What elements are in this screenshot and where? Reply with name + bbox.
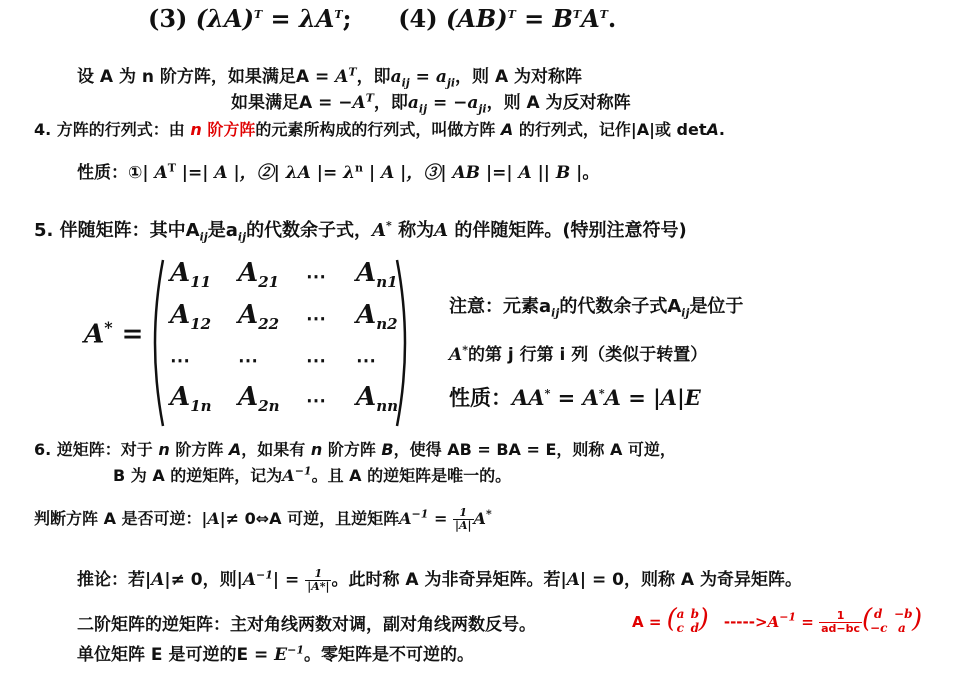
- subscript: 11: [190, 273, 212, 292]
- matrix-entry: c: [676, 621, 684, 635]
- text: 是位于: [689, 296, 744, 317]
- math: A: [228, 440, 242, 459]
- property-2-end: | A |，③: [363, 163, 441, 183]
- subscript: nn: [376, 397, 398, 416]
- fraction: [819, 610, 862, 635]
- text: 判断方阵 A 是否可逆：|: [34, 509, 208, 528]
- property-3-lhs: (λA): [195, 4, 254, 33]
- property-4-label: (4): [398, 4, 438, 33]
- math: A: [207, 509, 220, 528]
- denominator: |A*|: [307, 579, 330, 593]
- math: n: [310, 440, 323, 459]
- text: 的元素所构成的行列式，叫做方阵: [255, 120, 501, 139]
- matrix-entry: a: [676, 607, 685, 621]
- matrix-entry: d: [690, 621, 700, 635]
- math: A: [282, 466, 295, 485]
- math: A: [566, 570, 580, 590]
- superscript: *: [598, 387, 605, 400]
- math: A: [767, 613, 780, 631]
- matrix-inverse: [862, 604, 923, 637]
- text: 的行列式，记作|A|或 det: [513, 120, 707, 139]
- math: A: [706, 120, 719, 139]
- matrix-entry: $A_{21}$: [238, 258, 280, 292]
- superscript: *: [462, 343, 468, 357]
- math: n: [158, 440, 170, 459]
- math: A: [399, 509, 412, 528]
- text: .: [718, 120, 725, 139]
- text: 。零矩阵是不可逆的。: [304, 645, 474, 665]
- matrix-entry: ⋯: [170, 348, 190, 372]
- text: | = 0，则称 A 为奇异矩阵。: [579, 570, 803, 590]
- text: 的伴随矩阵。(特别注意符号): [448, 220, 687, 241]
- subscript: ij: [681, 306, 690, 320]
- section-heading: 5. 伴随矩阵：其中A: [34, 220, 200, 241]
- numerator: 1: [819, 610, 862, 623]
- math: | =: [272, 570, 306, 590]
- text: ，使得 AB = BA = E，则称 A 可逆，: [393, 440, 676, 459]
- fraction: [305, 568, 331, 593]
- subscript: ij: [401, 76, 410, 90]
- property-1: | A: [142, 163, 168, 183]
- antisymmetric-definition: [231, 88, 631, 115]
- text: 设 A 为 n 阶方阵，如果满足A =: [77, 67, 336, 87]
- math: = A: [550, 385, 599, 410]
- matrix-entry: $A_{n1}$: [356, 258, 398, 292]
- paren: ): [912, 604, 923, 634]
- math: A: [242, 570, 257, 590]
- property-4-rhs: = B: [515, 4, 573, 33]
- math: E: [274, 645, 288, 665]
- math: A: [352, 93, 366, 113]
- symmetric-definition: [77, 62, 582, 89]
- text: A =: [632, 613, 667, 631]
- matrix-entry: ⋯: [356, 348, 376, 372]
- math: A: [372, 220, 387, 241]
- subscript: n2: [376, 315, 398, 334]
- adjugate-property: [449, 382, 701, 412]
- math: A: [449, 345, 463, 365]
- subscript: ji: [446, 76, 456, 90]
- inverse-definition-1: [34, 437, 676, 460]
- text: 单位矩阵 E 是可逆的E =: [77, 645, 275, 665]
- matrix-entry: $A_{11}$: [170, 258, 212, 292]
- superscript: *: [485, 507, 492, 521]
- superscript: −1: [287, 643, 304, 657]
- adjugate-lhs: [84, 318, 143, 350]
- math: a: [407, 93, 419, 113]
- matrix-entry: ⋯: [306, 348, 326, 372]
- transpose-properties: [148, 4, 616, 33]
- paren: ): [698, 604, 709, 634]
- superscript: T: [572, 8, 582, 21]
- highlight-text: 阶方阵: [201, 120, 256, 139]
- adjugate-definition: [34, 216, 687, 244]
- superscript: T: [253, 8, 263, 21]
- text: 。: [582, 163, 600, 183]
- math: AA: [512, 385, 545, 410]
- subscript: 2n: [258, 397, 280, 416]
- math: a: [390, 67, 402, 87]
- superscript: T: [599, 8, 608, 21]
- denominator: ad−bc: [821, 621, 861, 635]
- text: 。此时称 A 为非奇异矩阵。若|: [331, 570, 567, 590]
- math: B: [381, 440, 394, 459]
- math: A: [151, 570, 165, 590]
- text: 。且 A 的逆矩阵是唯一的。: [311, 466, 512, 485]
- matrix-entry: $A_{2n}$: [238, 382, 280, 416]
- math: A: [335, 67, 349, 87]
- inverse-definition-2: [113, 463, 511, 486]
- subscript: 21: [258, 273, 280, 292]
- superscript: T: [167, 161, 176, 175]
- section-heading: 4. 方阵的行列式：由: [34, 120, 191, 139]
- numerator: 1: [453, 507, 474, 520]
- text: ，即: [356, 67, 391, 87]
- superscript: T: [348, 65, 357, 79]
- second-order-inverse-formula: [632, 604, 923, 637]
- adjugate-note-1: [449, 292, 743, 320]
- math: = −a: [427, 93, 479, 113]
- matrix-abcd: [666, 604, 709, 637]
- matrix-entry: $A_{n2}$: [356, 300, 398, 334]
- text: 称为: [391, 220, 435, 241]
- math: = a: [409, 67, 447, 87]
- text: 注意：元素a: [449, 296, 552, 317]
- matrix-entry: $A_{22}$: [238, 300, 280, 334]
- math: A: [434, 220, 449, 241]
- adjugate-note-2: [449, 340, 707, 365]
- math: A: [500, 120, 514, 139]
- matrix-entry: d: [874, 607, 883, 621]
- matrix-entry: $A_{12}$: [170, 300, 212, 334]
- text: 阶方阵: [169, 440, 229, 459]
- matrix-entry: ⋯: [306, 264, 326, 288]
- text: 的代数余子式A: [559, 296, 682, 317]
- superscript: *: [544, 387, 551, 400]
- fraction: [453, 507, 474, 532]
- end-mark: .: [607, 4, 617, 33]
- section-heading: 6. 逆矩阵：对于: [34, 440, 159, 459]
- text: 阶方阵: [322, 440, 382, 459]
- matrix-entry: −c: [870, 621, 888, 635]
- subscript: 12: [190, 315, 212, 334]
- subscript: ji: [478, 102, 487, 116]
- superscript: T: [507, 8, 516, 21]
- determinant-properties: [77, 158, 599, 183]
- invertibility-criterion: [34, 506, 492, 532]
- text: ，则 A 为对称阵: [455, 67, 583, 87]
- separator: ;: [342, 4, 352, 33]
- property-2: | λA |= λ: [273, 163, 356, 183]
- identity-inverse-note: [77, 640, 474, 665]
- property-4-lhs: (AB): [445, 4, 508, 33]
- subscript: n1: [376, 273, 398, 292]
- matrix-entry: $A_{nn}$: [356, 382, 398, 416]
- text: 是a: [207, 220, 238, 241]
- text: |≠ 0，则|: [164, 570, 243, 590]
- second-order-inverse-rule: [77, 610, 536, 635]
- text: |≠ 0⇔A 可逆，且逆矩阵: [219, 509, 400, 528]
- math: A: [473, 509, 486, 528]
- subscript: ij: [418, 102, 428, 116]
- paren: (: [862, 604, 873, 634]
- matrix-entry: ⋯: [306, 388, 326, 412]
- math: A = |A|E: [604, 385, 701, 410]
- superscript: T: [365, 91, 374, 105]
- math: A: [84, 319, 105, 350]
- matrix-entry: b: [690, 607, 700, 621]
- superscript: n: [355, 161, 364, 175]
- matrix-entry: $A_{1n}$: [170, 382, 212, 416]
- superscript: *: [104, 318, 113, 337]
- text: B 为 A 的逆矩阵，记为: [113, 466, 283, 485]
- equals: =: [112, 319, 144, 350]
- matrix-entry: −b: [894, 607, 913, 621]
- property-1-end: |=| A |，②: [175, 163, 274, 183]
- paren: (: [666, 604, 677, 634]
- subscript: 1n: [190, 397, 212, 416]
- matrix-entry: ⋯: [238, 348, 258, 372]
- subscript: ij: [237, 230, 247, 244]
- denominator: |A|: [454, 519, 472, 532]
- text: 的代数余子式，: [246, 220, 373, 241]
- property-3: | AB |=| A || B |: [440, 163, 583, 183]
- arrow: ----->: [723, 613, 768, 631]
- property-3-rhs: = λA: [262, 4, 335, 33]
- superscript: −1: [256, 568, 273, 582]
- text: 推论：若|: [77, 570, 152, 590]
- math: =: [796, 613, 820, 631]
- text: ，则 A 为反对称阵: [486, 93, 631, 113]
- math: =: [428, 509, 453, 528]
- highlight-n: n: [190, 120, 202, 139]
- text: 性质：①: [77, 163, 143, 183]
- matrix-entry: ⋯: [306, 306, 326, 330]
- text: 二阶矩阵的逆矩阵：主对角线两数对调，副对角线两数反号。: [77, 615, 536, 635]
- subscript: ij: [551, 306, 560, 320]
- superscript: T: [334, 8, 343, 21]
- text: ，即: [373, 93, 408, 113]
- superscript: −1: [411, 507, 429, 521]
- subscript: ij: [199, 230, 208, 244]
- text: ，如果有: [241, 440, 311, 459]
- property-4-a: A: [581, 4, 600, 33]
- adjugate-matrix: [160, 258, 400, 428]
- determinant-definition: [34, 117, 725, 140]
- property-3-label: (3): [148, 4, 188, 33]
- inverse-corollary: [77, 565, 802, 593]
- superscript: *: [386, 219, 392, 232]
- matrix-entry: a: [898, 621, 906, 635]
- text: 如果满足A = −: [231, 93, 353, 113]
- text: 的第 j 行第 i 列（类似于转置）: [467, 345, 708, 365]
- superscript: −1: [294, 464, 312, 478]
- subscript: 22: [258, 315, 280, 334]
- superscript: −1: [779, 610, 797, 624]
- text: 性质：: [449, 386, 512, 410]
- numerator: 1: [305, 568, 331, 581]
